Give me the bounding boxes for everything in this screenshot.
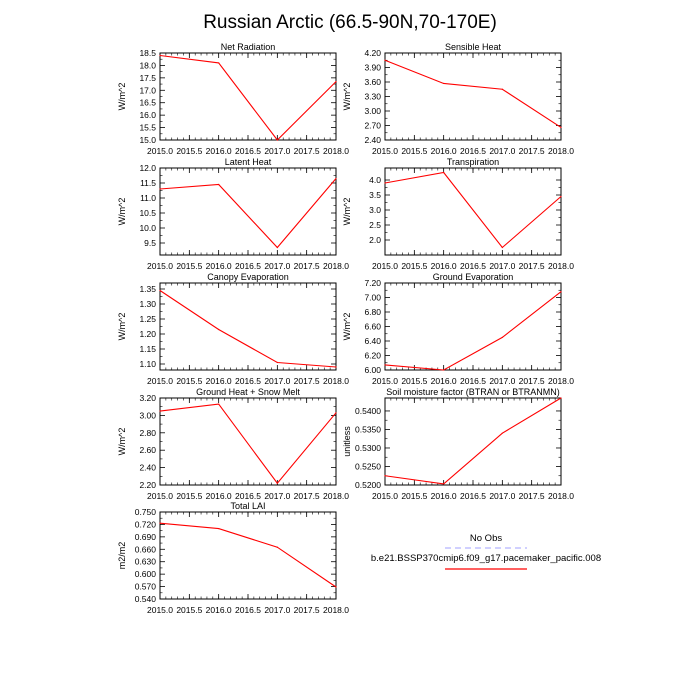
x-tick-label: 2018.0 xyxy=(323,261,349,271)
data-point xyxy=(335,366,336,367)
y-tick-label: 3.90 xyxy=(364,62,381,73)
y-tick-label: 1.30 xyxy=(139,299,156,309)
series-line xyxy=(385,398,561,484)
y-tick-label: 0.750 xyxy=(134,507,156,517)
plot-frame xyxy=(160,512,336,599)
y-tick-label: 3.30 xyxy=(364,91,381,102)
legend-obs-label: No Obs xyxy=(469,533,503,544)
data-point xyxy=(277,547,278,548)
x-tick-label: 2018.0 xyxy=(323,146,349,156)
series-line xyxy=(160,523,336,587)
panels xyxy=(117,42,574,615)
panel-title: Sensible Heat xyxy=(444,42,502,52)
x-tick-label: 2017.0 xyxy=(489,261,516,271)
panel-title: Transpiration xyxy=(446,157,500,167)
data-point xyxy=(277,247,278,248)
series-line xyxy=(160,404,336,483)
data-point xyxy=(384,182,385,183)
x-tick-label: 2015.0 xyxy=(372,261,398,271)
x-tick-label: 2015.5 xyxy=(176,146,203,156)
x-tick-label: 2015.0 xyxy=(147,376,173,386)
y-axis-label: W/m^2 xyxy=(342,312,352,341)
x-tick-label: 2018.0 xyxy=(323,376,349,386)
data-point xyxy=(502,247,503,248)
y-tick-label: 2.70 xyxy=(364,120,381,131)
x-tick-label: 2016.0 xyxy=(430,491,457,501)
y-tick-label: 17.5 xyxy=(139,72,156,83)
x-tick-label: 2016.5 xyxy=(235,376,261,386)
y-tick-label: 10.0 xyxy=(139,223,156,233)
x-tick-label: 2018.0 xyxy=(548,491,574,501)
x-tick-label: 2016.0 xyxy=(205,376,232,386)
data-point xyxy=(159,523,160,524)
series-line xyxy=(385,173,561,248)
panel-title: Soil moisture factor (BTRAN or BTRANMN) xyxy=(386,387,560,397)
y-tick-label: 15.5 xyxy=(139,122,156,133)
y-tick-label: 16.0 xyxy=(139,110,156,121)
y-tick-label: 0.5250 xyxy=(355,461,381,472)
x-tick-label: 2017.5 xyxy=(293,605,320,615)
panel-title: Total LAI xyxy=(230,501,266,511)
x-tick-label: 2018.0 xyxy=(323,491,349,501)
y-tick-label: 0.5200 xyxy=(355,480,381,490)
data-point xyxy=(335,586,336,587)
y-tick-label: 7.20 xyxy=(364,278,381,288)
y-tick-label: 3.00 xyxy=(364,106,381,116)
x-tick-label: 2015.0 xyxy=(372,376,398,386)
x-tick-label: 2016.0 xyxy=(430,376,457,386)
y-tick-label: 18.5 xyxy=(139,48,156,58)
series-line xyxy=(385,60,561,127)
data-point xyxy=(384,475,385,476)
data-point xyxy=(277,362,278,363)
y-tick-label: 0.660 xyxy=(134,544,156,555)
y-tick-label: 3.20 xyxy=(139,393,156,403)
y-tick-label: 6.20 xyxy=(364,350,381,361)
data-point xyxy=(218,329,219,330)
y-tick-label: 2.0 xyxy=(369,235,381,245)
y-axis-label: W/m^2 xyxy=(117,427,127,456)
y-tick-label: 2.60 xyxy=(139,445,156,456)
y-tick-label: 0.630 xyxy=(134,556,156,567)
x-tick-label: 2015.5 xyxy=(176,491,203,501)
x-tick-label: 2017.5 xyxy=(293,491,320,501)
y-tick-label: 7.00 xyxy=(364,292,381,303)
x-tick-label: 2017.0 xyxy=(264,605,291,615)
y-tick-label: 0.600 xyxy=(134,569,156,580)
data-point xyxy=(335,81,336,82)
y-tick-label: 3.60 xyxy=(364,77,381,87)
x-tick-label: 2015.5 xyxy=(176,261,203,271)
y-tick-label: 1.10 xyxy=(139,359,156,369)
plot-frame xyxy=(385,168,561,255)
y-tick-label: 6.80 xyxy=(364,307,381,317)
panel-3 xyxy=(117,157,349,271)
panel-7 xyxy=(117,387,349,501)
y-tick-label: 0.5400 xyxy=(355,405,381,416)
data-point xyxy=(443,172,444,173)
x-tick-label: 2017.5 xyxy=(518,491,545,501)
y-tick-label: 1.35 xyxy=(139,284,156,294)
x-tick-label: 2018.0 xyxy=(548,146,574,156)
panel-4 xyxy=(342,157,574,271)
plot-frame xyxy=(160,168,336,255)
y-tick-label: 1.15 xyxy=(139,344,156,354)
x-tick-label: 2015.5 xyxy=(176,376,203,386)
plot-frame xyxy=(160,398,336,485)
y-tick-label: 2.80 xyxy=(139,427,156,438)
x-tick-label: 2015.0 xyxy=(147,261,173,271)
panel-2 xyxy=(342,42,574,156)
data-point xyxy=(218,528,219,529)
legend xyxy=(371,533,601,569)
panel-title: Ground Heat + Snow Melt xyxy=(196,387,300,397)
data-point xyxy=(502,337,503,338)
y-tick-label: 11.5 xyxy=(140,178,156,188)
data-point xyxy=(277,483,278,484)
panel-title: Ground Evaporation xyxy=(432,272,514,282)
y-tick-label: 0.5300 xyxy=(355,442,381,453)
y-axis-label: unitless xyxy=(342,426,352,457)
y-tick-label: 3.0 xyxy=(369,205,381,215)
x-tick-label: 2017.5 xyxy=(293,261,320,271)
data-point xyxy=(384,60,385,61)
y-axis-label: W/m^2 xyxy=(342,82,352,111)
x-tick-label: 2016.0 xyxy=(205,146,232,156)
y-tick-label: 10.5 xyxy=(139,208,156,218)
x-tick-label: 2016.0 xyxy=(430,146,457,156)
x-tick-label: 2017.5 xyxy=(518,146,545,156)
y-tick-label: 6.00 xyxy=(364,365,381,375)
panel-title: Latent Heat xyxy=(224,157,272,167)
data-point xyxy=(159,290,160,291)
data-point xyxy=(218,62,219,63)
y-tick-label: 6.60 xyxy=(364,321,381,332)
x-tick-label: 2015.0 xyxy=(372,146,398,156)
y-tick-label: 17.0 xyxy=(139,85,156,96)
plot-frame xyxy=(385,283,561,370)
y-tick-label: 12.0 xyxy=(139,163,156,173)
data-point xyxy=(335,178,336,179)
data-point xyxy=(502,89,503,90)
x-tick-label: 2016.5 xyxy=(235,261,261,271)
y-tick-label: 0.5350 xyxy=(355,424,381,435)
y-tick-label: 3.00 xyxy=(139,410,156,421)
plot-frame xyxy=(385,53,561,140)
x-tick-label: 2016.5 xyxy=(460,146,486,156)
data-point xyxy=(560,291,561,292)
data-point xyxy=(159,410,160,411)
x-tick-label: 2017.0 xyxy=(264,146,291,156)
x-tick-label: 2017.0 xyxy=(489,376,516,386)
x-tick-label: 2015.5 xyxy=(401,261,428,271)
data-point xyxy=(560,127,561,128)
y-tick-label: 6.40 xyxy=(364,336,381,346)
y-tick-label: 1.20 xyxy=(139,329,156,339)
figure-title: Russian Arctic (66.5-90N,70-170E) xyxy=(203,12,497,33)
data-point xyxy=(443,83,444,84)
y-tick-label: 18.0 xyxy=(139,60,156,71)
data-point xyxy=(159,188,160,189)
x-tick-label: 2018.0 xyxy=(323,605,349,615)
x-tick-label: 2017.0 xyxy=(489,146,516,156)
x-tick-label: 2016.0 xyxy=(430,261,457,271)
x-tick-label: 2016.5 xyxy=(460,261,486,271)
data-point xyxy=(218,403,219,404)
data-point xyxy=(502,433,503,434)
data-point xyxy=(218,184,219,185)
series-line xyxy=(160,291,336,368)
x-tick-label: 2016.5 xyxy=(235,605,261,615)
y-axis-label: W/m^2 xyxy=(117,197,127,226)
x-tick-label: 2015.0 xyxy=(147,491,173,501)
y-tick-label: 0.690 xyxy=(134,531,156,542)
x-tick-label: 2016.0 xyxy=(205,261,232,271)
y-tick-label: 2.20 xyxy=(139,480,156,490)
panel-5 xyxy=(117,272,349,386)
panel-6 xyxy=(342,272,574,386)
x-tick-label: 2017.0 xyxy=(264,491,291,501)
y-tick-label: 1.25 xyxy=(139,314,156,324)
x-tick-label: 2015.5 xyxy=(401,491,428,501)
panel-title: Canopy Evaporation xyxy=(207,272,289,282)
x-tick-label: 2016.0 xyxy=(205,605,232,615)
x-tick-label: 2017.5 xyxy=(518,261,545,271)
y-tick-label: 3.5 xyxy=(369,190,381,200)
data-point xyxy=(443,483,444,484)
x-tick-label: 2016.5 xyxy=(235,146,261,156)
plot-frame xyxy=(385,398,561,485)
x-tick-label: 2016.5 xyxy=(235,491,261,501)
y-tick-label: 16.5 xyxy=(139,97,156,108)
data-point xyxy=(159,55,160,56)
data-point xyxy=(384,364,385,365)
panel-1 xyxy=(117,42,349,156)
x-tick-label: 2016.5 xyxy=(460,491,486,501)
data-point xyxy=(335,412,336,413)
data-point xyxy=(560,397,561,398)
x-tick-label: 2015.5 xyxy=(401,376,428,386)
data-point xyxy=(443,369,444,370)
x-tick-label: 2017.5 xyxy=(293,146,320,156)
x-tick-label: 2018.0 xyxy=(548,261,574,271)
x-tick-label: 2016.5 xyxy=(460,376,486,386)
y-tick-label: 11.0 xyxy=(140,193,156,203)
y-tick-label: 4.0 xyxy=(369,175,381,185)
x-tick-label: 2015.0 xyxy=(147,605,173,615)
y-tick-label: 0.570 xyxy=(134,581,156,592)
y-axis-label: W/m^2 xyxy=(342,197,352,226)
x-tick-label: 2017.5 xyxy=(518,376,545,386)
series-line xyxy=(160,179,336,248)
x-tick-label: 2017.5 xyxy=(293,376,320,386)
y-tick-label: 2.40 xyxy=(139,462,156,473)
x-tick-label: 2015.5 xyxy=(176,605,203,615)
x-tick-label: 2015.0 xyxy=(147,146,173,156)
y-tick-label: 2.40 xyxy=(364,135,381,145)
y-tick-label: 2.5 xyxy=(369,220,381,230)
x-tick-label: 2017.0 xyxy=(489,491,516,501)
panel-9 xyxy=(117,501,349,615)
y-tick-label: 9.5 xyxy=(144,238,156,248)
y-tick-label: 0.720 xyxy=(134,519,156,530)
x-tick-label: 2018.0 xyxy=(548,376,574,386)
y-tick-label: 15.0 xyxy=(139,135,156,145)
plot-frame xyxy=(160,283,336,370)
x-tick-label: 2017.0 xyxy=(264,376,291,386)
y-tick-label: 4.20 xyxy=(364,48,381,58)
series-line xyxy=(160,55,336,140)
y-axis-label: m2/m2 xyxy=(117,541,127,570)
data-point xyxy=(560,196,561,197)
series-line xyxy=(385,292,561,370)
y-axis-label: W/m^2 xyxy=(117,82,127,111)
x-tick-label: 2016.0 xyxy=(205,491,232,501)
panel-title: Net Radiation xyxy=(220,42,276,52)
y-tick-label: 0.540 xyxy=(134,594,156,604)
data-point xyxy=(277,139,278,140)
x-tick-label: 2015.0 xyxy=(372,491,398,501)
y-axis-label: W/m^2 xyxy=(117,312,127,341)
x-tick-label: 2015.5 xyxy=(401,146,428,156)
x-tick-label: 2017.0 xyxy=(264,261,291,271)
legend-model-label: b.e21.BSSP370cmip6.f09_g17.pacemaker_pacific.008 xyxy=(370,553,602,564)
plot-frame xyxy=(160,53,336,140)
panel-8 xyxy=(342,387,574,501)
